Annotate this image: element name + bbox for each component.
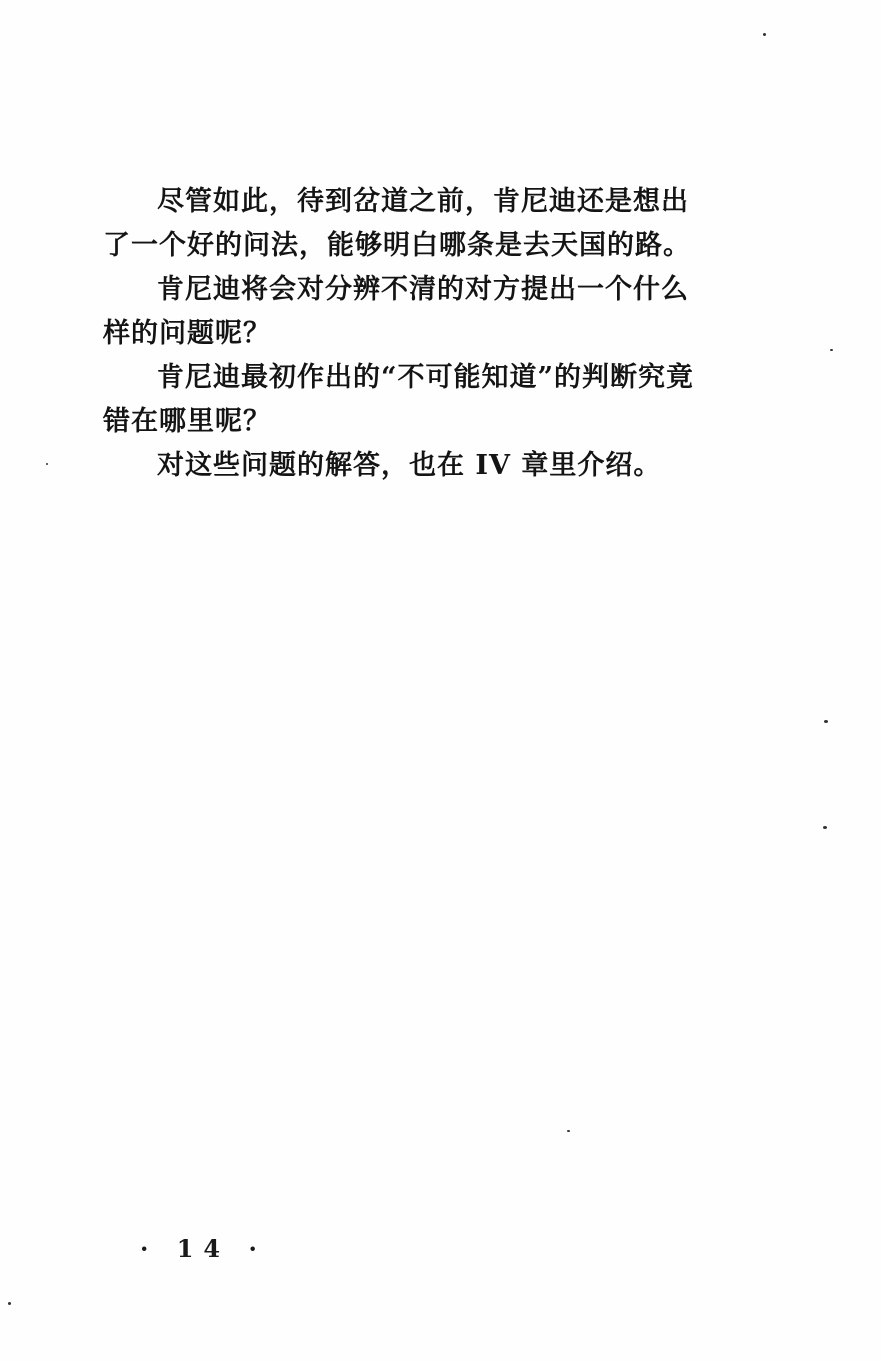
scan-speck	[824, 720, 828, 723]
paragraph-4: 对这些问题的解答，也在 IV 章里介绍。	[157, 450, 662, 481]
scan-speck	[830, 349, 833, 351]
body-text	[103, 180, 703, 488]
scan-speck	[823, 826, 827, 829]
scan-speck	[8, 1302, 11, 1305]
paragraph-2: 肯尼迪将会对分辨不清的对方提出一个什么样的问题呢？	[103, 274, 689, 349]
page-number: · 14 ·	[140, 1234, 267, 1263]
paragraph-1: 尽管如此，待到岔道之前，肯尼迪还是想出了一个好的问法，能够明白哪条是去天国的路。	[103, 186, 691, 261]
scan-speck	[46, 463, 48, 465]
scan-speck	[567, 1130, 570, 1132]
paragraph-3: 肯尼迪最初作出的“不可能知道”的判断究竟错在哪里呢？	[103, 362, 695, 437]
scan-speck	[763, 33, 766, 36]
